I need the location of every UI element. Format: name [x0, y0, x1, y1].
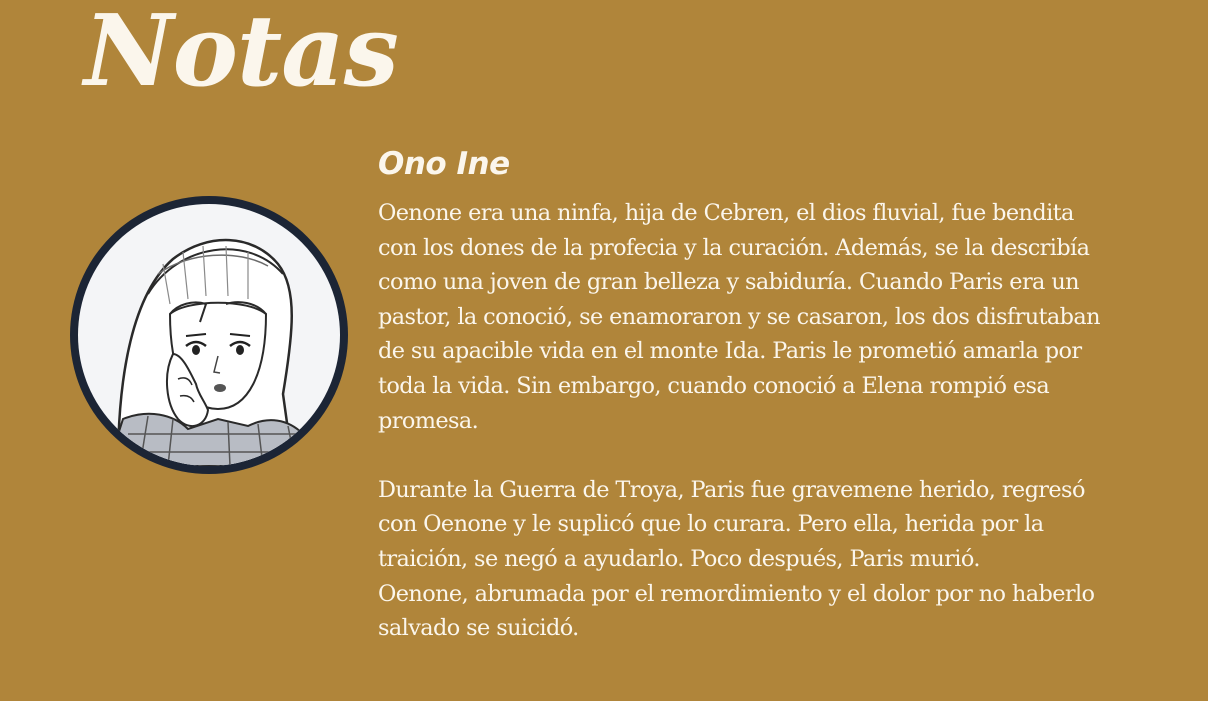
- body-line: Durante la Guerra de Troya, Paris fue gravemene herido, regresó: [378, 476, 1085, 503]
- body-line: salvado se suicidó.: [378, 615, 579, 642]
- body-line: traición, se negó a ayudarlo. Poco después, Paris murió.: [378, 545, 980, 572]
- character-portrait-icon: [78, 204, 340, 466]
- body-line: como una joven de gran belleza y sabiduría. Cuando Paris era un: [378, 269, 1079, 296]
- page-title: Notas: [84, 0, 398, 109]
- body-line: Oenone era una ninfa, hija de Cebren, el dios fluvial, fue bendita: [378, 200, 1074, 226]
- avatar: [70, 196, 348, 474]
- note-heading: Ono Ine: [378, 146, 510, 182]
- body-line: toda la vida. Sin embargo, cuando conoció a Elena rompió esa: [378, 372, 1050, 399]
- body-line: Oenone, abrumada por el remordimiento y el dolor por no haberlo: [378, 580, 1095, 607]
- note-body: [378, 196, 1188, 646]
- body-line: promesa.: [378, 407, 479, 434]
- paragraph-gap: [378, 438, 1188, 473]
- body-line: pastor, la conoció, se enamoraron y se casaron, los dos disfrutaban: [378, 303, 1100, 330]
- body-line: con los dones de la profecia y la curación. Además, se la describía: [378, 234, 1090, 261]
- body-line: con Oenone y le suplicó que lo curara. Pero ella, herida por la: [378, 511, 1044, 538]
- body-line: de su apacible vida en el monte Ida. Paris le prometió amarla por: [378, 338, 1082, 365]
